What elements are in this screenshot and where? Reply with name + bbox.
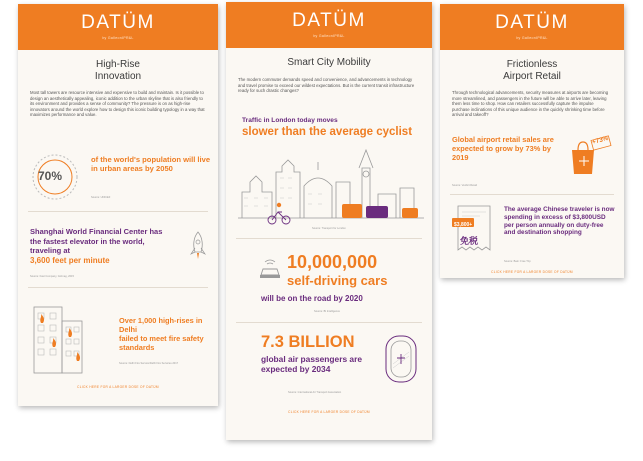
delhi-highrise-stat: Over 1,000 high-rises in Delhi [119, 316, 203, 334]
card-title [440, 59, 624, 83]
card-header [440, 4, 624, 50]
source-note: Source: Fast Company, Gizmag, 2015 [30, 275, 74, 278]
intro-paragraph: Through technological advancements, security measures at airports are becoming more streamlined, and passengers in the future will be able to arrive later, leaving them less time to shop. How can retailers successfully capture the impulse purchase inclinations of this unique audience in the quickly shrinking time before arrival and takeoff? [452, 90, 609, 118]
datum-logo: DATÜM [292, 10, 366, 31]
duty-free-receipt-icon [450, 202, 498, 256]
divider [236, 322, 422, 323]
growth-badge: +73% [591, 134, 610, 147]
source-note: Source: UNICEF [91, 196, 111, 199]
card-high-rise-innovation [18, 4, 218, 406]
title-line-2: Airport Retail [503, 71, 561, 82]
elevator-stat-text: Shanghai World Financial Center has the fastest elevator in the world, traveling at [30, 227, 163, 255]
self-driving-label: self-driving cars [287, 273, 388, 288]
datum-logo: DATÜM [495, 12, 569, 33]
source-note: Source: Transport for London [312, 227, 346, 230]
self-driving-year: will be on the road by 2020 [261, 294, 363, 303]
intro-paragraph: Most tall towers are resource intensive and expensive to build and maintain. Is it possible to design an aesthetically appealing, iconic addition to the urban skyline that is also friendly to its environment and provides a sense of community? The pressure is on as high-rise innovators around the world explore how to design this iconic building typology in a way that maximizes performance and value. [30, 90, 205, 118]
logo-tagline: by GalleonIPR&L [102, 36, 134, 40]
card-smart-city-mobility [226, 2, 432, 440]
datum-logo: DATÜM [81, 12, 155, 33]
fire-safety-stat: failed to meet fire safety standards [119, 334, 204, 352]
card-header [226, 2, 432, 48]
rocket-icon [188, 230, 208, 260]
card-title [18, 59, 218, 83]
source-note: Source: International Air Transport Association [288, 391, 342, 394]
air-passenger-count: 7.3 BILLION [261, 333, 355, 351]
traffic-stat-intro: Traffic in London today moves [242, 117, 338, 124]
title-line-1: Frictionless [506, 59, 558, 70]
london-skyline-icon [238, 142, 424, 226]
chinese-traveler-stat: The average Chinese traveler is now spending in excess of $3,800USD per person annually on duty-free and destination shopping [504, 206, 615, 237]
source-note: Source: Verdict Retail [452, 184, 477, 187]
retail-growth-stat: Global airport retail sales are expected to grow by 73% by 2019 [452, 135, 554, 162]
logo-tagline: by GalleonIPR&L [516, 36, 548, 40]
traffic-stat-highlight: slower than the average cyclist [242, 126, 413, 138]
card-title: Smart City Mobility [287, 57, 371, 68]
card-frictionless-airport-retail [440, 4, 624, 278]
larger-dose-link[interactable]: CLICK HERE FOR A LARGER DOSE OF DATÜM [491, 270, 573, 274]
larger-dose-link[interactable]: CLICK HERE FOR A LARGER DOSE OF DATÜM [77, 385, 159, 389]
larger-dose-link[interactable]: CLICK HERE FOR A LARGER DOSE OF DATÜM [288, 410, 370, 414]
title-line-2: Innovation [94, 71, 142, 82]
burning-building-icon [32, 299, 102, 374]
title-line-1: High-Rise [96, 59, 140, 70]
intro-paragraph: The modern commuter demands speed and convenience, and advancements in technology and travel promise to exceed our wildest expectations. But is the current transit infrastructure ready for such drastic changes? [238, 77, 415, 94]
divider [28, 287, 208, 288]
source-note: Source: Bain: Free Trip [504, 260, 531, 263]
card-header [18, 4, 218, 50]
self-driving-count: 10,000,000 [287, 252, 378, 272]
air-passenger-text: global air passengers are expected by 2034 [261, 354, 363, 374]
elevator-speed-value: 3,600 feet per minute [30, 256, 110, 265]
spending-tag: $3,800+ [454, 222, 473, 228]
airplane-window-icon [384, 334, 418, 384]
urban-percent-value: 70% [38, 169, 63, 183]
duty-free-glyph: 免税 [460, 236, 479, 246]
source-note: Source: BI Intelligence [314, 310, 340, 313]
divider [236, 238, 422, 239]
urban-stat-text: of the world's population will live in urban areas by 2050 [91, 155, 211, 173]
divider [450, 194, 614, 195]
divider [28, 211, 208, 212]
self-driving-car-icon [258, 259, 282, 281]
source-note: Source: Delhi Fire Service/Delhi Fire Services 2017 [119, 362, 179, 365]
logo-tagline: by GalleonIPR&L [313, 34, 345, 38]
